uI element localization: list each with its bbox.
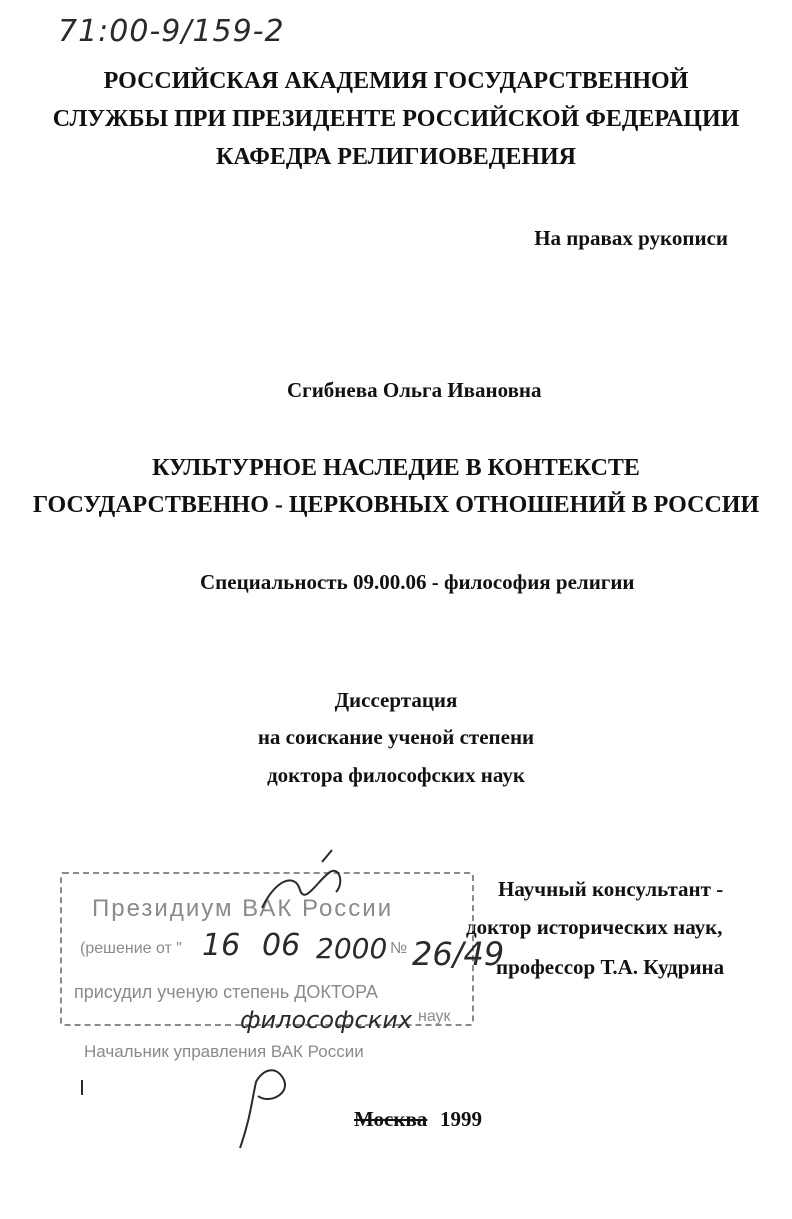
city: Москва — [354, 1107, 428, 1131]
header-line-1: РОССИЙСКАЯ АКАДЕМИЯ ГОСУДАРСТВЕННОЙ — [103, 68, 689, 94]
title-line-2: ГОСУДАРСТВЕННО - ЦЕРКОВНЫХ ОТНОШЕНИЙ В РОССИИ — [32, 492, 760, 518]
stamp-line-2-prefix: (решение от " — [80, 940, 182, 957]
author-name: Сгибнева Ольга Ивановна — [287, 378, 542, 402]
stamp-line-1: Президиум ВАК России — [92, 895, 394, 922]
dissertation-line-1: Диссертация — [334, 688, 458, 712]
stamp-date-day: 16 — [202, 928, 241, 963]
specialty: Специальность 09.00.06 - философия религии — [200, 570, 635, 594]
dissertation-line-3: доктора философских наук — [267, 763, 525, 787]
dissertation-line-2: на соискание ученой степени — [257, 725, 535, 749]
title-line-1: КУЛЬТУРНОЕ НАСЛЕДИЕ В КОНТЕКСТЕ — [152, 455, 640, 481]
stamp-date-month: 06 — [262, 928, 301, 963]
stamp-line-5: Начальник управления ВАК России — [84, 1042, 364, 1061]
header-line-2: СЛУЖБЫ ПРИ ПРЕЗИДЕНТЕ РОССИЙСКОЙ ФЕДЕРАЦИИ — [52, 106, 740, 132]
archive-code-handwritten: 71:00-9/159-2 — [58, 14, 285, 49]
stamp-number-label: № — [390, 940, 408, 957]
consultant-line-3: профессор Т.А. Кудрина — [496, 955, 725, 979]
signature-bottom — [240, 1070, 285, 1148]
consultant-line-1: Научный консультант - — [498, 877, 724, 901]
stamp-date-year: 2000 — [316, 932, 388, 965]
header-line-3: КАФЕДРА РЕЛИГИОВЕДЕНИЯ — [216, 144, 576, 170]
stamp-line-3: присудил ученую степень ДОКТОРА — [74, 982, 378, 1002]
stamp-line-4-suffix: наук — [418, 1008, 451, 1025]
manuscript-rights: На правах рукописи — [534, 226, 728, 250]
consultant-line-2: доктор исторических наук, — [466, 915, 723, 939]
year: 1999 — [440, 1107, 482, 1131]
signature-top — [262, 850, 340, 908]
stamp-degree-handwritten: философских — [240, 1006, 413, 1034]
stamp-decision-number: 26/49 — [412, 935, 505, 973]
